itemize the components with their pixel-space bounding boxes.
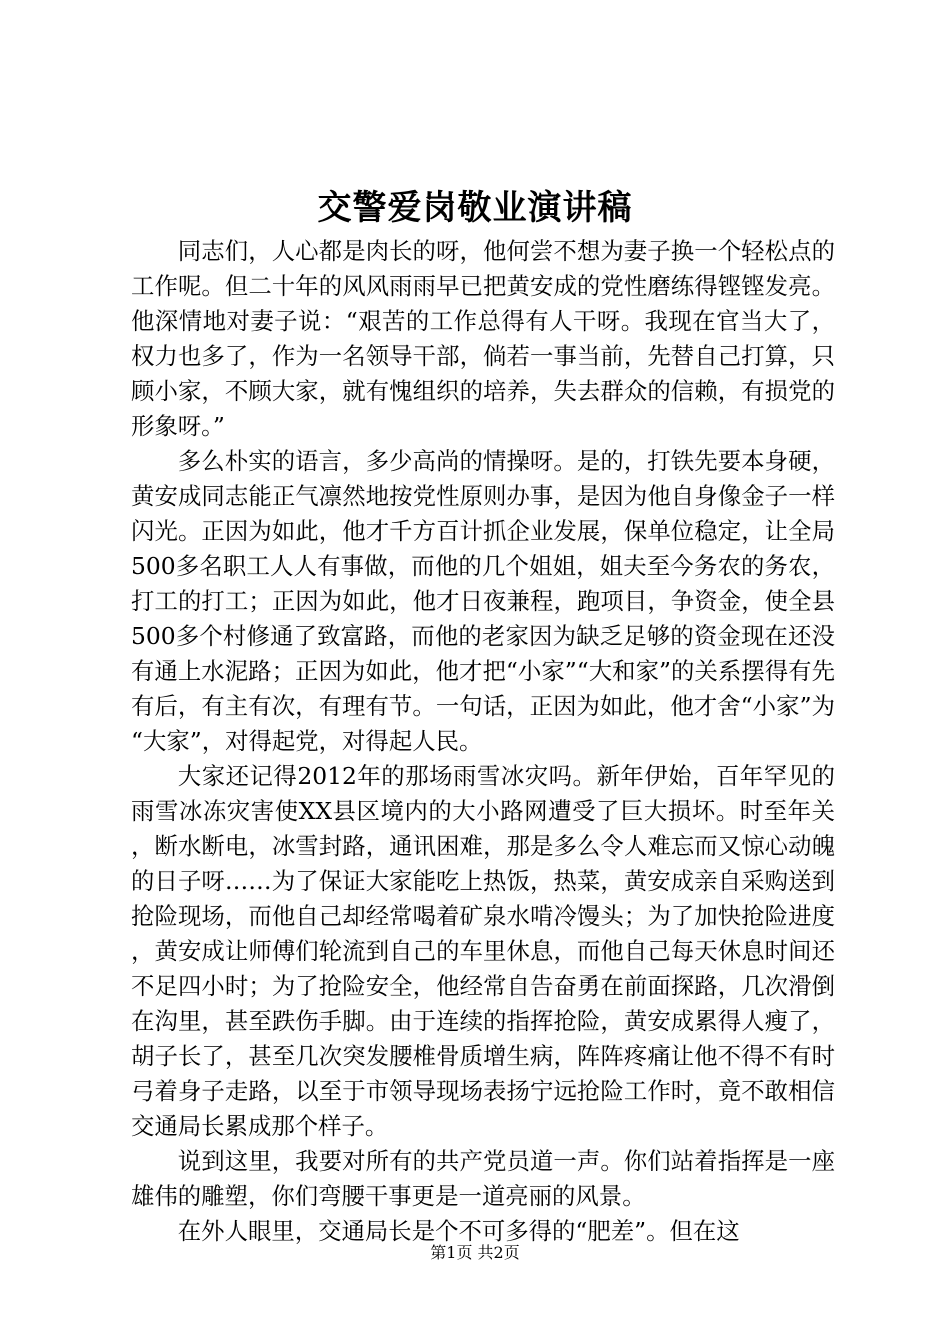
- paragraph-5: 在外人眼里，交通局长是个不可多得的“肥差”。但在这: [177, 1217, 740, 1245]
- paragraph-4: 说到这里，我要对所有的共产党员道一声。你们站着指挥是一座雄伟的雕塑，你们弯腰干事更是一道亮丽的风景。: [131, 1147, 835, 1210]
- paragraph-3: 大家还记得2012年的那场雨雪冰灾吗。新年伊始，百年罕见的雨雪冰冻灾害使XX县区境内的大小路网遭受了巨大损坏。时至年关，断水断电，冰雪封路，通讯困难，那是多么令人难忘而又惊心动魄的日子呀……为了保证大家能吃上热饭，热菜，黄安成亲自采购送到抢险现场，而他自己却经常喝着矿泉水啃冷馒头；为了加快抢险进度，黄安成让师傅们轮流到自己的车里休息，而他自己每天休息时间还不足四小时；为了抢险安全，他经常自告奋勇在前面探路，几次滑倒在沟里，甚至跌伤手脚。由于连续的指挥抢险，黄安成累得人瘦了，胡子长了，甚至几次突发腰椎骨质增生病，阵阵疼痛让他不得不有时弓着身子走路，以至于市领导现场表扬宁远抢险工作时，竟不敢相信交通局长累成那个样子。: [131, 762, 835, 1140]
- document-body: [131, 234, 835, 1249]
- page-footer: 第1页 共2页: [430, 1243, 520, 1262]
- paragraph-1: 同志们，人心都是肉长的呀，他何尝不想为妻子换一个轻松点的工作呢。但二十年的风风雨雨早已把黄安成的党性磨练得铿铿发亮。他深情地对妻子说：“艰苦的工作总得有人干呀。我现在官当大了，权力也多了，作为一名领导干部，倘若一事当前，先替自己打算，只顾小家，不顾大家，就有愧组织的培养，失去群众的信赖，有损党的形象呀。”: [131, 237, 835, 440]
- paragraph-2: 多么朴实的语言，多少高尚的情操呀。是的，打铁先要本身硬，黄安成同志能正气凛然地按党性原则办事，是因为他自身像金子一样闪光。正因为如此，他才千方百计抓企业发展，保单位稳定，让全局500多名职工人人有事做，而他的几个姐姐，姐夫至今务农的务农，打工的打工；正因为如此，他才日夜兼程，跑项目，争资金，使全县500多个村修通了致富路，而他的老家因为缺乏足够的资金现在还没有通上水泥路；正因为如此，他才把“小家”“大和家”的关系摆得有先有后，有主有次，有理有节。一句话，正因为如此，他才舍“小家”为“大家”，对得起党，对得起人民。: [131, 447, 835, 755]
- document-title: 交警爱岗敬业演讲稿: [317, 188, 633, 228]
